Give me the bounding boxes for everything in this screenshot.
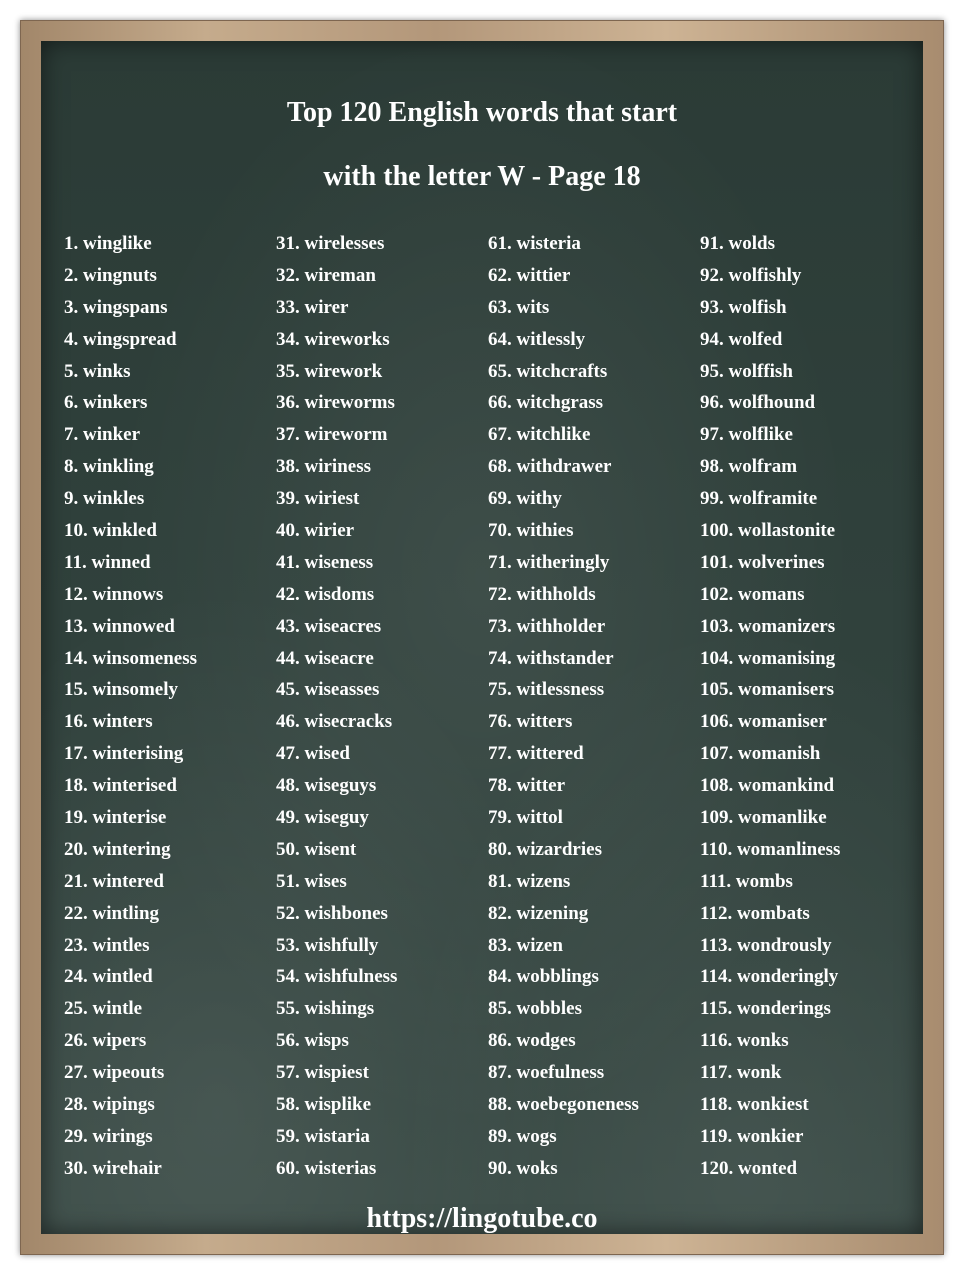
word-item: 92. wolfishly bbox=[700, 264, 802, 286]
word-item: 103. womanizers bbox=[700, 615, 836, 637]
word-item: 21. wintered bbox=[64, 870, 164, 892]
word-item: 52. wishbones bbox=[276, 902, 388, 924]
word-item: 98. wolfram bbox=[700, 456, 798, 478]
word-column-2 bbox=[276, 228, 488, 1185]
word-item: 33. wirer bbox=[276, 296, 349, 318]
word-item: 89. wogs bbox=[488, 1125, 557, 1147]
word-item: 110. womanliness bbox=[700, 838, 841, 860]
word-column-4 bbox=[700, 228, 912, 1185]
word-item: 104. womanising bbox=[700, 647, 836, 669]
word-item: 20. wintering bbox=[64, 838, 171, 860]
word-item: 86. wodges bbox=[488, 1030, 576, 1052]
word-item: 8. winkling bbox=[64, 456, 154, 478]
chalkboard bbox=[41, 41, 923, 1234]
word-item: 115. wonderings bbox=[700, 998, 831, 1020]
word-item: 70. withies bbox=[488, 520, 574, 542]
word-item: 88. woebegoneness bbox=[488, 1094, 639, 1116]
word-item: 97. wolflike bbox=[700, 424, 793, 446]
word-item: 68. withdrawer bbox=[488, 456, 612, 478]
word-item: 58. wisplike bbox=[276, 1094, 372, 1116]
word-item: 108. womankind bbox=[700, 775, 835, 797]
word-item: 76. witters bbox=[488, 711, 573, 733]
title-line-2: with the letter W - Page 18 bbox=[323, 161, 641, 192]
word-item: 7. winker bbox=[64, 424, 140, 446]
title-line-1: Top 120 English words that start bbox=[286, 97, 678, 128]
word-item: 49. wiseguy bbox=[276, 807, 369, 829]
word-item: 11. winned bbox=[64, 551, 151, 573]
word-item: 23. wintles bbox=[64, 934, 150, 956]
word-item: 44. wiseacre bbox=[276, 647, 374, 669]
word-item: 25. wintle bbox=[64, 998, 143, 1020]
word-item: 18. winterised bbox=[64, 775, 177, 797]
word-item: 55. wishings bbox=[276, 998, 375, 1020]
word-item: 16. winters bbox=[64, 711, 153, 733]
word-item: 118. wonkiest bbox=[700, 1094, 809, 1116]
word-item: 107. womanish bbox=[700, 743, 821, 765]
word-item: 31. wirelesses bbox=[276, 233, 385, 254]
word-item: 1. winglike bbox=[64, 233, 152, 254]
word-item: 102. womans bbox=[700, 583, 805, 605]
word-item: 54. wishfulness bbox=[276, 966, 398, 988]
word-item: 84. wobblings bbox=[488, 966, 599, 988]
word-item: 78. witter bbox=[488, 775, 566, 797]
word-item: 48. wiseguys bbox=[276, 775, 377, 797]
word-item: 40. wirier bbox=[276, 520, 355, 542]
word-item: 9. winkles bbox=[64, 488, 145, 510]
word-item: 77. wittered bbox=[488, 743, 584, 765]
word-item: 53. wishfully bbox=[276, 934, 379, 956]
word-item: 119. wonkier bbox=[700, 1125, 804, 1147]
word-item: 100. wollastonite bbox=[700, 520, 836, 542]
word-item: 116. wonks bbox=[700, 1030, 789, 1052]
word-item: 83. wizen bbox=[488, 934, 563, 956]
chalkboard-frame bbox=[20, 20, 944, 1255]
word-item: 93. wolfish bbox=[700, 296, 787, 318]
word-item: 26. wipers bbox=[64, 1030, 147, 1052]
word-item: 12. winnows bbox=[64, 583, 164, 605]
word-item: 105. womanisers bbox=[700, 679, 835, 701]
word-item: 30. wirehair bbox=[64, 1157, 162, 1179]
word-item: 81. wizens bbox=[488, 870, 571, 892]
word-item: 66. witchgrass bbox=[488, 392, 604, 414]
word-item: 71. witheringly bbox=[488, 551, 610, 573]
word-item: 85. wobbles bbox=[488, 998, 582, 1020]
word-item: 5. winks bbox=[64, 360, 131, 382]
word-item: 114. wonderingly bbox=[700, 966, 839, 988]
word-item: 46. wisecracks bbox=[276, 711, 393, 733]
word-item: 109. womanlike bbox=[700, 807, 827, 829]
word-item: 38. wiriness bbox=[276, 456, 371, 478]
word-item: 73. withholder bbox=[488, 615, 606, 637]
word-item: 117. wonk bbox=[700, 1062, 782, 1084]
word-item: 72. withholds bbox=[488, 583, 596, 605]
word-item: 34. wireworks bbox=[276, 328, 390, 350]
site-url: https://lingotube.co bbox=[366, 1203, 598, 1234]
word-item: 87. woefulness bbox=[488, 1062, 605, 1084]
word-item: 47. wised bbox=[276, 743, 350, 765]
word-item: 57. wispiest bbox=[276, 1062, 369, 1084]
word-item: 113. wondrously bbox=[700, 934, 832, 956]
word-column-3 bbox=[488, 228, 700, 1185]
word-item: 56. wisps bbox=[276, 1030, 349, 1052]
word-item: 59. wistaria bbox=[276, 1125, 370, 1147]
word-item: 74. withstander bbox=[488, 647, 614, 669]
word-grid bbox=[64, 228, 912, 1185]
word-item: 106. womaniser bbox=[700, 711, 827, 733]
word-item: 42. wisdoms bbox=[276, 583, 375, 605]
word-item: 50. wisent bbox=[276, 838, 357, 860]
word-item: 111. wombs bbox=[700, 870, 793, 892]
word-item: 35. wirework bbox=[276, 360, 383, 382]
word-item: 19. winterise bbox=[64, 807, 167, 829]
word-item: 3. wingspans bbox=[64, 296, 168, 318]
word-item: 24. wintled bbox=[64, 966, 153, 988]
word-item: 27. wipeouts bbox=[64, 1062, 165, 1084]
word-item: 91. wolds bbox=[700, 233, 775, 254]
word-item: 65. witchcrafts bbox=[488, 360, 608, 382]
word-item: 36. wireworms bbox=[276, 392, 395, 414]
word-item: 13. winnowed bbox=[64, 615, 175, 637]
word-item: 67. witchlike bbox=[488, 424, 591, 446]
word-item: 80. wizardries bbox=[488, 838, 602, 860]
word-item: 82. wizening bbox=[488, 902, 589, 924]
word-item: 4. wingspread bbox=[64, 328, 177, 350]
word-item: 101. wolverines bbox=[700, 551, 825, 573]
word-item: 51. wises bbox=[276, 870, 347, 892]
word-item: 10. winkled bbox=[64, 520, 157, 542]
word-item: 94. wolfed bbox=[700, 328, 783, 350]
word-item: 61. wisteria bbox=[488, 233, 581, 254]
word-item: 63. wits bbox=[488, 296, 550, 318]
word-item: 60. wisterias bbox=[276, 1157, 377, 1179]
word-item: 17. winterising bbox=[64, 743, 184, 765]
word-item: 22. wintling bbox=[64, 902, 160, 924]
word-item: 15. winsomely bbox=[64, 679, 178, 701]
word-column-1 bbox=[64, 228, 276, 1185]
word-item: 64. witlessly bbox=[488, 328, 586, 350]
word-item: 96. wolfhound bbox=[700, 392, 816, 414]
word-item: 90. woks bbox=[488, 1157, 558, 1179]
word-item: 120. wonted bbox=[700, 1157, 798, 1179]
word-item: 32. wireman bbox=[276, 264, 376, 286]
word-item: 62. wittier bbox=[488, 264, 571, 286]
word-item: 69. withy bbox=[488, 488, 562, 510]
word-item: 6. winkers bbox=[64, 392, 148, 414]
word-item: 37. wireworm bbox=[276, 424, 388, 446]
word-item: 29. wirings bbox=[64, 1125, 153, 1147]
word-item: 79. wittol bbox=[488, 807, 563, 829]
word-item: 112. wombats bbox=[700, 902, 810, 924]
word-item: 45. wiseasses bbox=[276, 679, 380, 701]
word-item: 41. wiseness bbox=[276, 551, 374, 573]
word-item: 95. wolffish bbox=[700, 360, 793, 382]
word-item: 99. wolframite bbox=[700, 488, 818, 510]
word-item: 14. winsomeness bbox=[64, 647, 198, 669]
word-item: 39. wiriest bbox=[276, 488, 360, 510]
word-item: 43. wiseacres bbox=[276, 615, 382, 637]
word-item: 28. wipings bbox=[64, 1094, 155, 1116]
word-item: 2. wingnuts bbox=[64, 264, 157, 286]
word-item: 75. witlessness bbox=[488, 679, 605, 701]
